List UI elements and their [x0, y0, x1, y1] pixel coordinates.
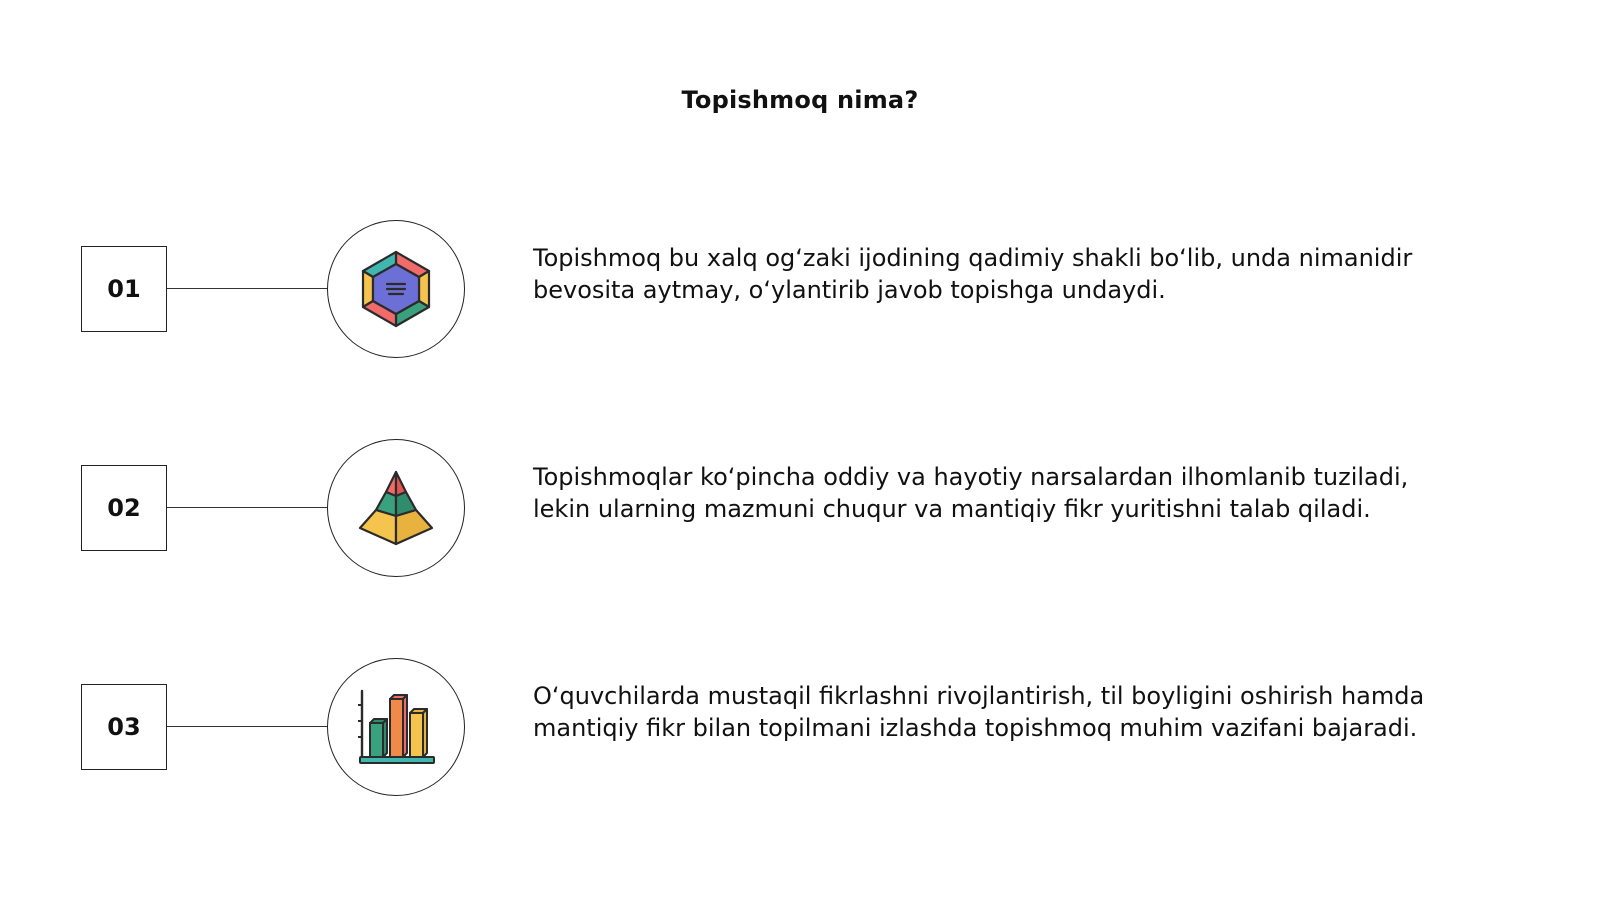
pyramid-icon [356, 468, 436, 548]
item-number-box: 03 [81, 684, 167, 770]
connector-line [167, 507, 329, 508]
icon-circle [327, 439, 465, 577]
bar-chart-icon [354, 685, 438, 769]
connector-line [167, 288, 329, 289]
item-description: Topishmoqlar ko‘pincha oddiy va hayotiy narsalardan ilhomlanib tuziladi, lekin ularning mazmuni chuqur va mantiqiy fikr yuritishni talab qiladi. [533, 463, 1409, 523]
item-description: Topishmoq bu xalq og‘zaki ijodining qadimiy shakli bo‘lib, unda nimanidir bevosita aytmay, o‘ylantirib javob topishga undaydi. [533, 244, 1413, 304]
item-description: O‘quvchilarda mustaqil fikrlashni rivojlantirish, til boyligini oshirish hamda mantiqiy fikr bilan topilmani izlashda topishmoq muhim vazifani bajaradi. [533, 682, 1425, 742]
slide-title: Topishmoq nima? [681, 86, 919, 114]
item-number-box: 02 [81, 465, 167, 551]
list-item [0, 220, 1600, 360]
icon-circle [327, 220, 465, 358]
connector-line [167, 726, 329, 727]
hexagon-document-icon [359, 249, 433, 329]
list-item [0, 439, 1600, 579]
icon-circle [327, 658, 465, 796]
item-number-box: 01 [81, 246, 167, 332]
list-item [0, 658, 1600, 798]
